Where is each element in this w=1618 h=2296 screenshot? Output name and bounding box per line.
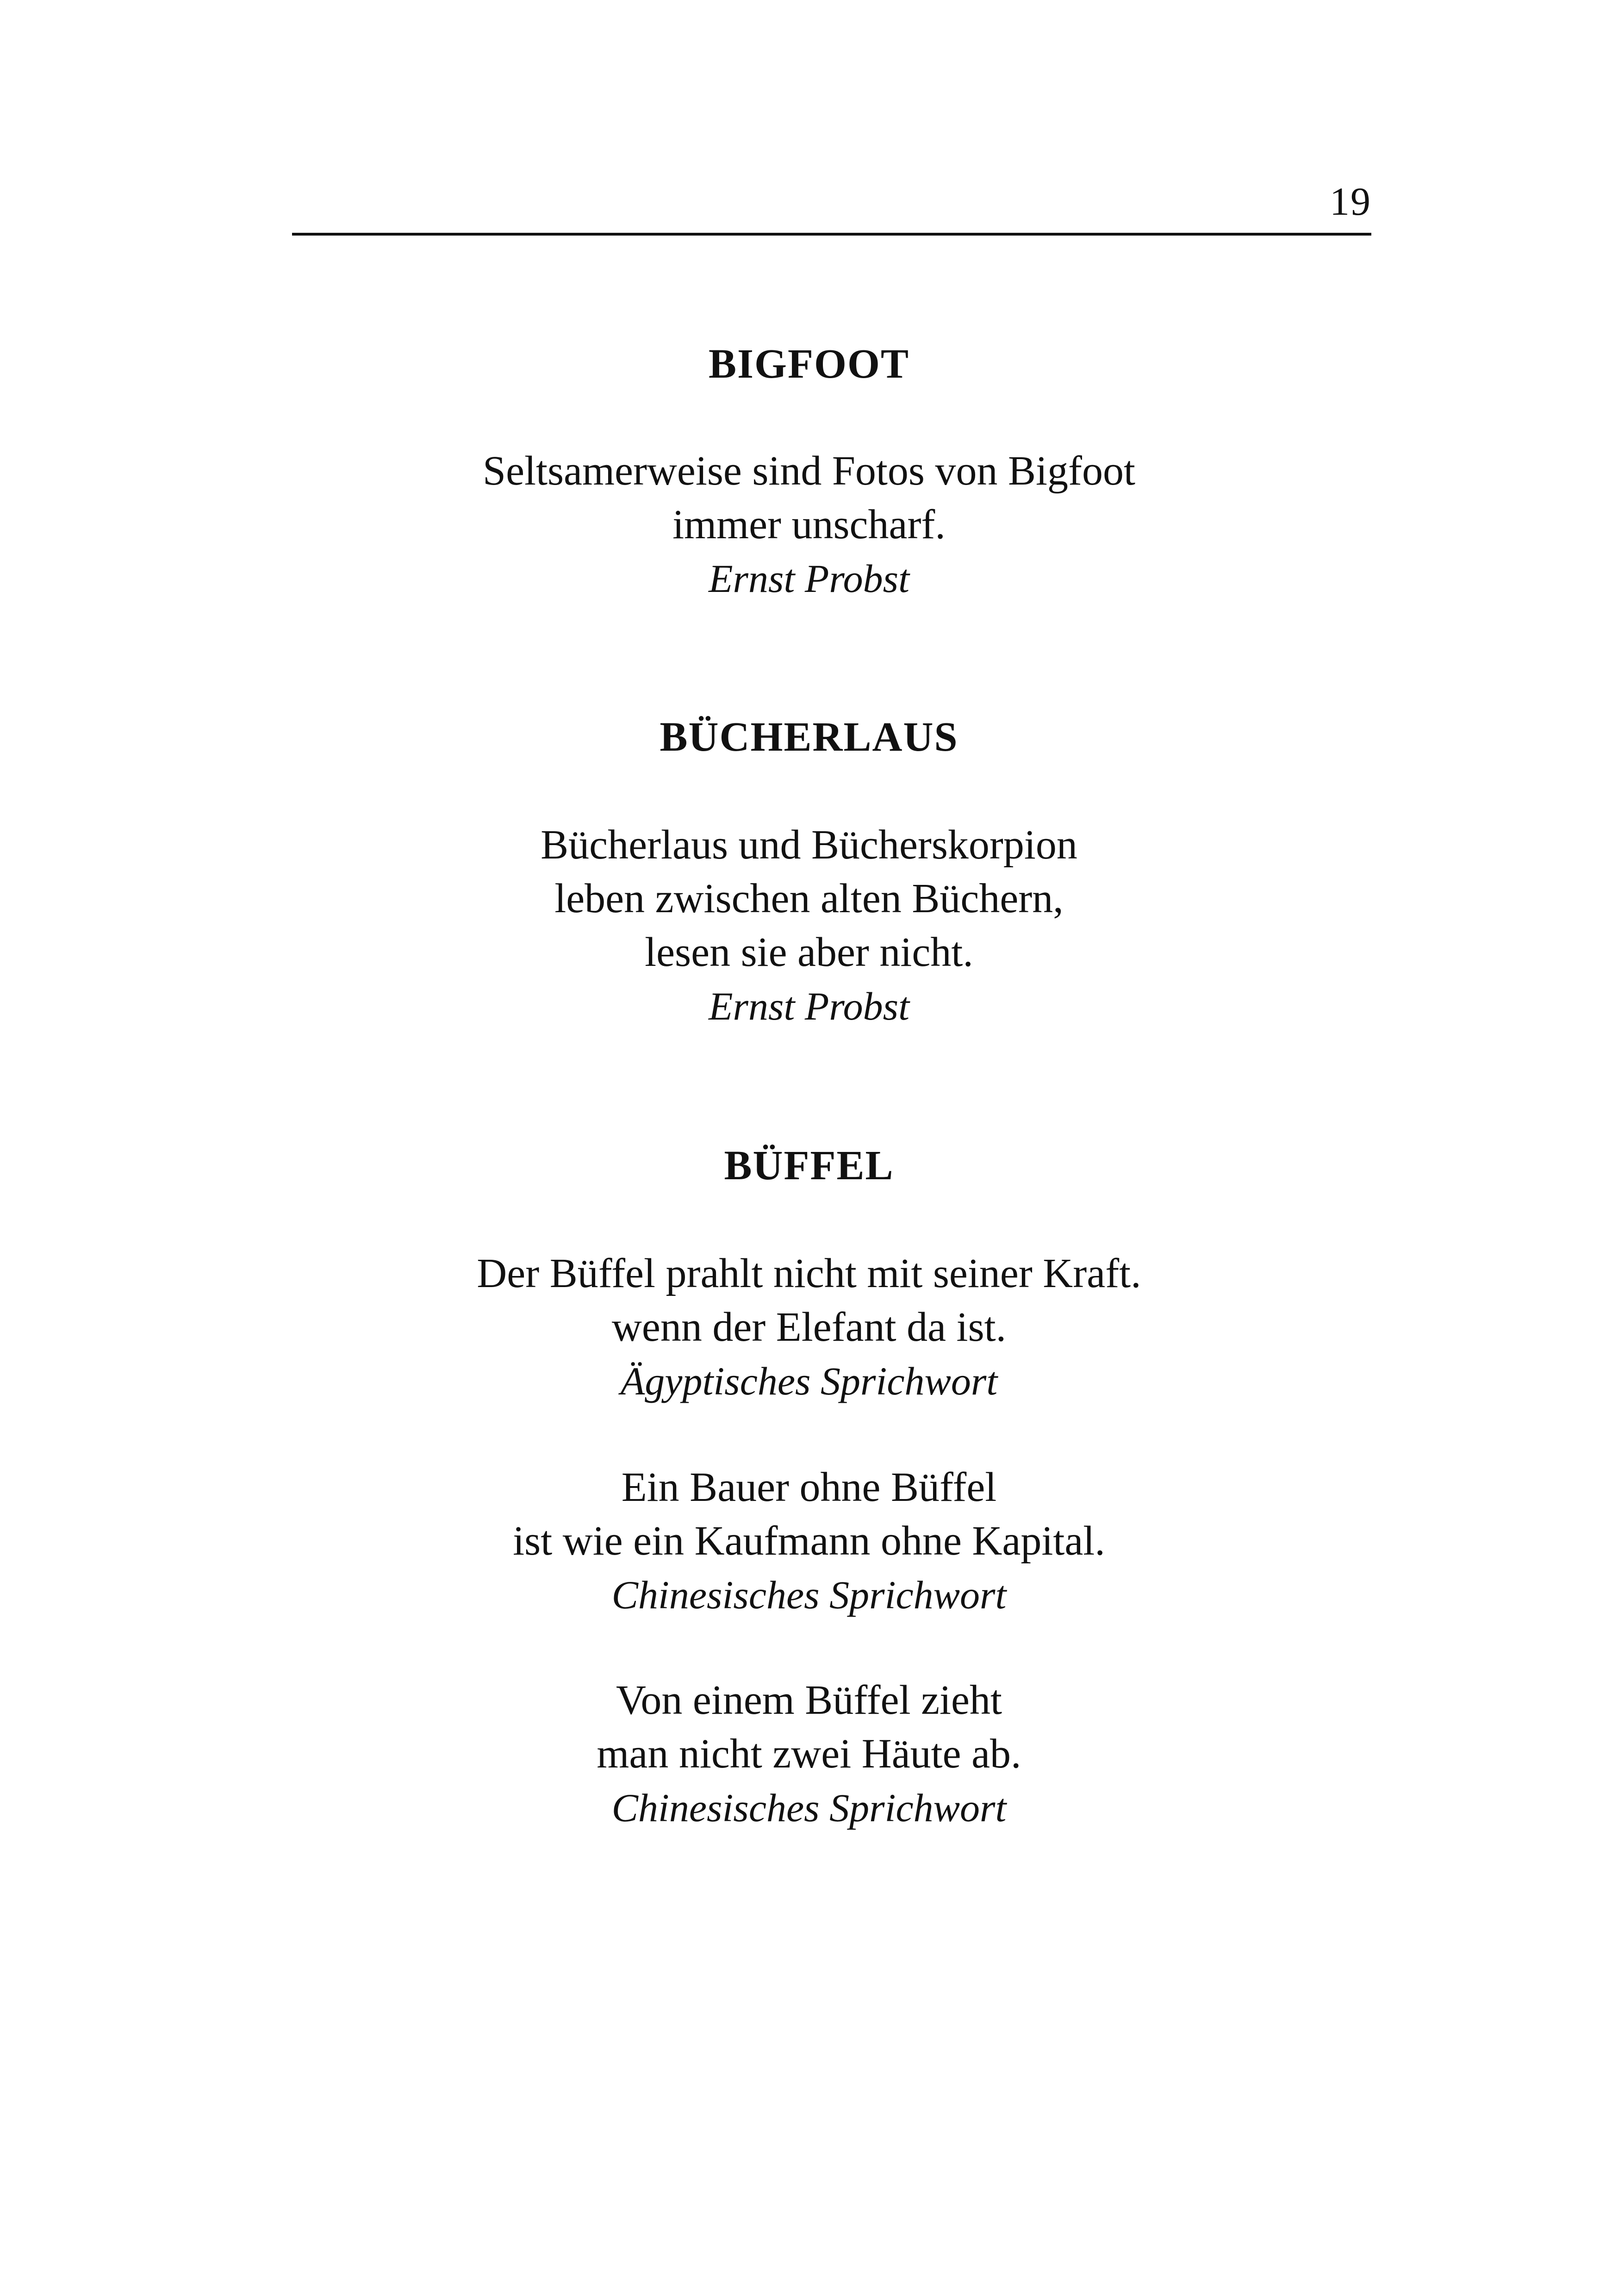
header-rule: [292, 233, 1371, 236]
quote-author: Chinesisches Sprichwort: [611, 1573, 1007, 1617]
quote-bueffel-3: [0, 1674, 1618, 1835]
quote-bueffel-2: [0, 1461, 1618, 1622]
entry-title-buecherlaus: BÜCHERLAUS: [660, 714, 958, 760]
quote-author: Chinesisches Sprichwort: [611, 1786, 1007, 1830]
quote-line: Von einem Büffel zieht: [616, 1677, 1002, 1723]
page-number: 19: [1330, 179, 1371, 224]
quote-line: Der Büffel prahlt nicht mit seiner Kraft.: [477, 1251, 1141, 1296]
entry-title-bueffel: BÜFFEL: [724, 1143, 894, 1188]
quote-line: leben zwischen alten Büchern,: [554, 876, 1064, 921]
quote-author: Ägyptisches Sprichwort: [620, 1359, 998, 1403]
quote-line: Ein Bauer ohne Büffel: [621, 1464, 997, 1510]
quote-line: lesen sie aber nicht.: [645, 929, 973, 975]
quote-bigfoot-1: [0, 444, 1618, 605]
quote-line: ist wie ein Kaufmann ohne Kapital.: [513, 1518, 1105, 1564]
quote-bueffel-1: [0, 1247, 1618, 1408]
quote-line: wenn der Elefant da ist.: [611, 1304, 1007, 1350]
quote-line: Bücherlaus und Bücherskorpion: [541, 822, 1077, 868]
quote-line: man nicht zwei Häute ab.: [597, 1731, 1021, 1777]
quote-author: Ernst Probst: [708, 556, 910, 601]
quote-line: immer unscharf.: [672, 502, 946, 548]
quote-line: Seltsamerweise sind Fotos von Bigfoot: [483, 448, 1135, 494]
quote-buecherlaus-1: [0, 818, 1618, 1033]
quote-author: Ernst Probst: [708, 984, 910, 1028]
entry-title-bigfoot: BIGFOOT: [708, 341, 910, 387]
